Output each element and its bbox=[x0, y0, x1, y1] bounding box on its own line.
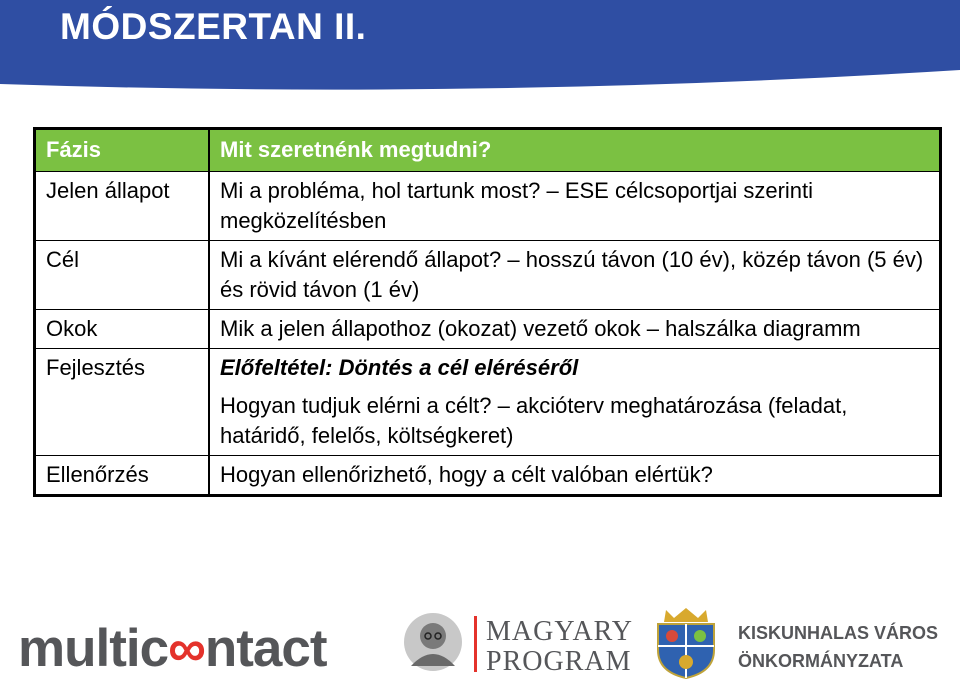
logo-text-part2: ntact bbox=[204, 619, 327, 678]
city-logo-text bbox=[738, 619, 938, 675]
description-cell: Hogyan ellenőrizhető, hogy a célt valóban elértük? bbox=[220, 462, 713, 487]
description-cell: Előfeltétel: Döntés a cél eléréséről bbox=[220, 355, 579, 380]
logo-text-part1: multic bbox=[18, 619, 169, 678]
header-question: Mit szeretnénk megtudni? bbox=[209, 129, 941, 172]
table-row bbox=[35, 172, 941, 241]
table-row bbox=[35, 387, 941, 456]
magyary-divider bbox=[474, 616, 477, 672]
magyary-logo-text bbox=[486, 617, 633, 677]
phase-cell: Jelen állapot bbox=[35, 172, 210, 241]
infinity-o-icon: ∞ bbox=[168, 619, 205, 678]
table-row bbox=[35, 456, 941, 496]
phase-cell: Fejlesztés bbox=[35, 349, 210, 388]
phase-cell: Ellenőrzés bbox=[35, 456, 210, 496]
phase-cell bbox=[35, 387, 210, 456]
portrait-icon bbox=[403, 612, 463, 672]
description-cell: Mi a kívánt elérendő állapot? – hosszú távon (10 év), közép távon (5 év) és rövid távon (1 év) bbox=[209, 241, 941, 310]
multicontact-logo bbox=[18, 618, 327, 679]
phase-cell: Cél bbox=[35, 241, 210, 310]
table-row bbox=[35, 310, 941, 349]
slide-title: MÓDSZERTAN II. bbox=[60, 6, 367, 47]
table-row bbox=[35, 241, 941, 310]
methodology-table bbox=[33, 127, 942, 497]
phase-cell: Okok bbox=[35, 310, 210, 349]
description-cell: Mik a jelen állapothoz (okozat) vezető okok – halszálka diagramm bbox=[209, 310, 941, 349]
header-phase: Fázis bbox=[35, 129, 210, 172]
table-row bbox=[35, 349, 941, 388]
description-cell: Mi a probléma, hol tartunk most? – ESE célcsoportjai szerinti megközelítésben bbox=[209, 172, 941, 241]
coat-of-arms-icon bbox=[652, 606, 720, 680]
magyary-line1: MAGYARY bbox=[486, 616, 634, 647]
city-line1: KISKUNHALAS VÁROS bbox=[738, 623, 939, 643]
description-cell: Hogyan tudjuk elérni a célt? – akcióterv meghatározása (feladat, határidő, felelős, költségkeret) bbox=[209, 387, 941, 456]
city-line2: ÖNKORMÁNYZATA bbox=[738, 651, 904, 671]
magyary-line2: PROGRAM bbox=[486, 646, 632, 677]
table-header-row bbox=[35, 129, 941, 172]
